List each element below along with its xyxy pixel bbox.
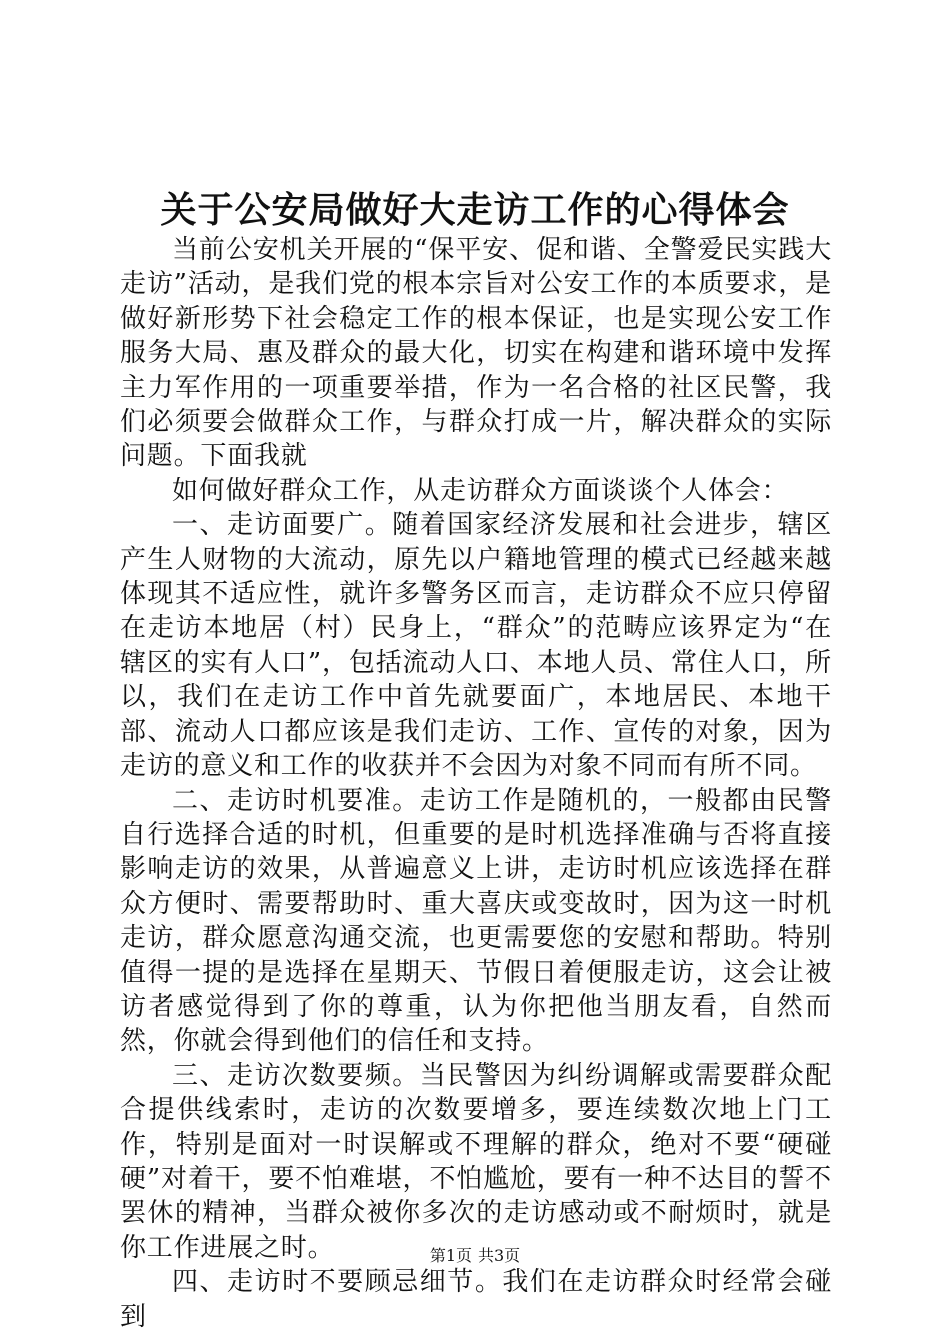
paragraph: 一、走访面要广。随着国家经济发展和社会进步，辖区产生人财物的大流动，原先以户籍地管理的模式已经越来越体现其不适应性，就许多警务区而言，走访群众不应只停留在走访本地居（村）民身上，“群众”的范畴应该界定为“在辖区的实有人口”，包括流动人口、本地人员、常住人口，所以，我们在走访工作中首先就要面广，本地居民、本地干部、流动人口都应该是我们走访、工作、宣传的对象，因为走访的意义和工作的收获并不会因为对象不同而有所不同。 [120,510,832,782]
document-body [120,233,832,1334]
paragraph: 三、走访次数要频。当民警因为纠纷调解或需要群众配合提供线索时，走访的次数要增多，要连续数次地上门工作，特别是面对一时误解或不理解的群众，绝对不要“硬碰硬”对着干，要不怕难堪，不怕尴尬，要有一种不达目的誓不罢休的精神，当群众被你多次的走访感动或不耐烦时，就是你工作进展之时。 [120,1060,832,1263]
paragraph: 如何做好群众工作，从走访群众方面谈谈个人体会： [172,475,789,506]
paragraph: 四、走访时不要顾忌细节。我们在走访群众时经常会碰到 [120,1267,832,1332]
paragraph: 当前公安机关开展的“保平安、促和谐、全警爱民实践大走访”活动，是我们党的根本宗旨对公安工作的本质要求，是做好新形势下社会稳定工作的根本保证，也是实现公安工作服务大局、惠及群众的最大化，切实在构建和谐环境中发挥主力军作用的一项重要举措，作为一名合格的社区民警，我们必须要会做群众工作，与群众打成一片，解决群众的实际问题。下面我就 [120,235,832,472]
page-total: 共3页 [478,1246,521,1265]
page-footer [0,1246,950,1266]
paragraph: 二、走访时机要准。走访工作是随机的，一般都由民警自行选择合适的时机，但重要的是时机选择准确与否将直接影响走访的效果，从普遍意义上讲，走访时机应该选择在群众方便时、需要帮助时、重大喜庆或变故时，因为这一时机走访，群众愿意沟通交流，也更需要您的安慰和帮助。特别值得一提的是选择在星期天、节假日着便服走访，这会让被访者感觉得到了你的尊重，认为你把他当朋友看，自然而然，你就会得到他们的信任和支持。 [120,785,832,1057]
page-number: 第1页 [429,1246,472,1265]
document-title: 关于公安局做好大走访工作的心得体会 [160,189,790,231]
